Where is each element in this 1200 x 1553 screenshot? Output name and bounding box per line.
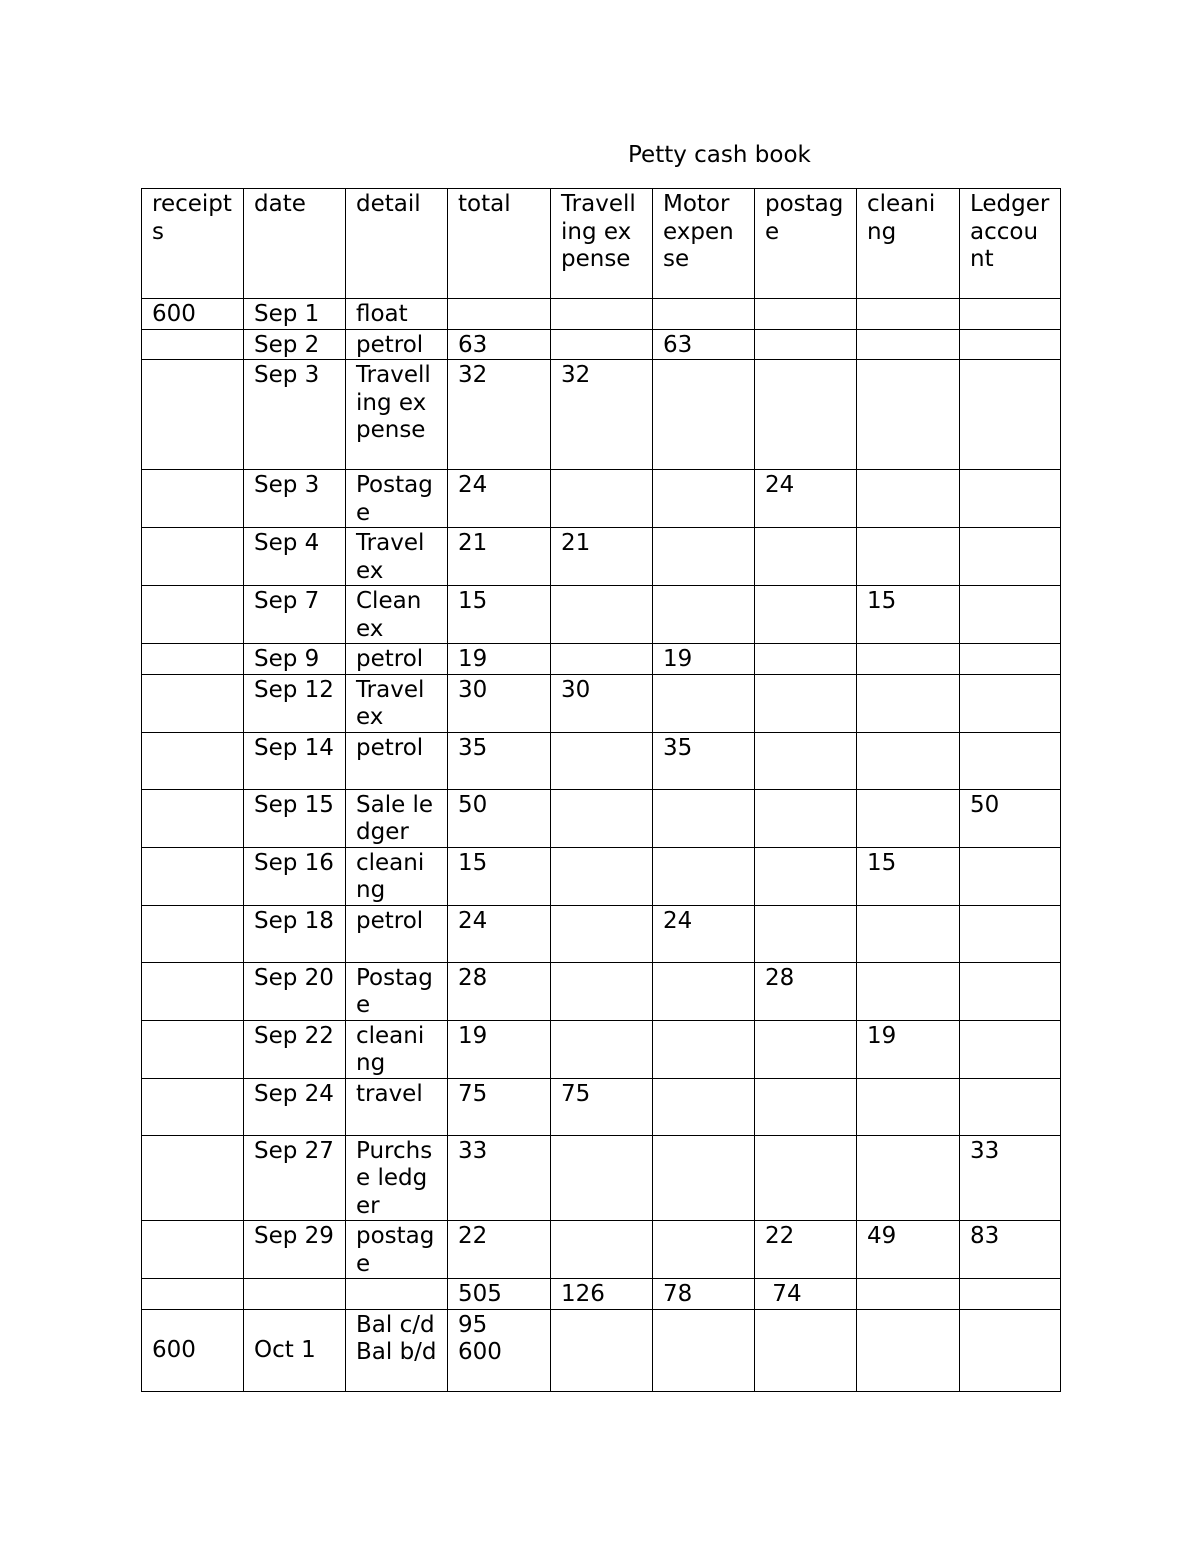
- table-cell-detail: travel: [346, 1078, 448, 1135]
- table-cell-receipts: [142, 1221, 244, 1279]
- table-cell-motor-expense: 78: [653, 1279, 755, 1310]
- table-cell-cleaning: [857, 360, 960, 470]
- table-cell-date: Sep 14: [244, 732, 346, 789]
- table-cell-motor-expense: [653, 1221, 755, 1279]
- table-cell-motor-expense: [653, 470, 755, 528]
- table-cell-ledger-account: [960, 644, 1061, 675]
- balance-row: [142, 1309, 1061, 1391]
- table-cell-detail: Purchse ledger: [346, 1135, 448, 1221]
- table-cell-cleaning: [857, 789, 960, 847]
- table-cell-motor-expense: [653, 586, 755, 644]
- table-row: [142, 1135, 1061, 1221]
- table-cell-motor-expense: [653, 962, 755, 1020]
- table-cell-total: 33: [448, 1135, 551, 1221]
- table-cell-date: Sep 12: [244, 674, 346, 732]
- table-cell-cleaning: [857, 1279, 960, 1310]
- table-cell-ledger-account: [960, 360, 1061, 470]
- table-cell-total: 95 600: [448, 1309, 551, 1391]
- table-cell-total: 15: [448, 847, 551, 905]
- table-row: [142, 905, 1061, 962]
- table-cell-postage: [755, 905, 857, 962]
- column-header: receipts: [142, 189, 244, 299]
- table-cell-postage: 74: [755, 1279, 857, 1310]
- table-cell-detail: Travel ex: [346, 528, 448, 586]
- table-cell-postage: [755, 1020, 857, 1078]
- table-cell-cleaning: [857, 905, 960, 962]
- table-cell-postage: [755, 644, 857, 675]
- table-cell-receipts: [142, 1020, 244, 1078]
- table-cell-postage: [755, 1135, 857, 1221]
- table-cell-detail: Postage: [346, 470, 448, 528]
- table-cell-receipts: [142, 360, 244, 470]
- table-cell-ledger-account: [960, 674, 1061, 732]
- table-cell-date: Sep 18: [244, 905, 346, 962]
- table-cell-total: 22: [448, 1221, 551, 1279]
- table-cell-receipts: [142, 789, 244, 847]
- table-cell-travelling-expense: [551, 1221, 653, 1279]
- table-cell-motor-expense: 24: [653, 905, 755, 962]
- table-cell-detail: petrol: [346, 644, 448, 675]
- table-cell-cleaning: [857, 644, 960, 675]
- table-cell-detail: Travel ex: [346, 674, 448, 732]
- table-cell-total: 24: [448, 470, 551, 528]
- table-row: [142, 847, 1061, 905]
- table-cell-ledger-account: [960, 962, 1061, 1020]
- table-cell-date: Sep 2: [244, 329, 346, 360]
- table-cell-cleaning: [857, 1078, 960, 1135]
- table-cell-total: 35: [448, 732, 551, 789]
- table-cell-receipts: 600: [142, 1309, 244, 1391]
- table-cell-ledger-account: [960, 1020, 1061, 1078]
- table-cell-cleaning: 15: [857, 847, 960, 905]
- table-row: [142, 528, 1061, 586]
- table-cell-travelling-expense: [551, 1020, 653, 1078]
- table-cell-motor-expense: 19: [653, 644, 755, 675]
- page-title: Petty cash book: [628, 142, 811, 168]
- table-cell-receipts: [142, 1279, 244, 1310]
- table-cell-travelling-expense: 126: [551, 1279, 653, 1310]
- table-cell-travelling-expense: [551, 586, 653, 644]
- table-cell-detail: [346, 1279, 448, 1310]
- table-cell-postage: [755, 847, 857, 905]
- table-row: [142, 1078, 1061, 1135]
- table-cell-ledger-account: [960, 1309, 1061, 1391]
- table-cell-ledger-account: 83: [960, 1221, 1061, 1279]
- table-cell-ledger-account: [960, 732, 1061, 789]
- column-header: total: [448, 189, 551, 299]
- table-row: [142, 470, 1061, 528]
- table-cell-ledger-account: [960, 528, 1061, 586]
- table-cell-motor-expense: [653, 847, 755, 905]
- table-cell-date: Sep 4: [244, 528, 346, 586]
- table-cell-postage: 24: [755, 470, 857, 528]
- table-cell-receipts: [142, 847, 244, 905]
- table-cell-total: [448, 299, 551, 330]
- table-cell-date: Sep 24: [244, 1078, 346, 1135]
- table-cell-cleaning: 19: [857, 1020, 960, 1078]
- table-cell-cleaning: [857, 299, 960, 330]
- table-cell-total: 32: [448, 360, 551, 470]
- table-cell-detail: Postage: [346, 962, 448, 1020]
- table-cell-date: Sep 27: [244, 1135, 346, 1221]
- table-cell-travelling-expense: [551, 962, 653, 1020]
- table-row: [142, 962, 1061, 1020]
- table-cell-date: Sep 1: [244, 299, 346, 330]
- table-cell-date: Oct 1: [244, 1309, 346, 1391]
- table-cell-motor-expense: 63: [653, 329, 755, 360]
- table-cell-postage: [755, 329, 857, 360]
- table-cell-motor-expense: [653, 1078, 755, 1135]
- table-cell-cleaning: [857, 1135, 960, 1221]
- table-cell-motor-expense: [653, 1020, 755, 1078]
- table-cell-motor-expense: [653, 1309, 755, 1391]
- table-cell-date: Sep 20: [244, 962, 346, 1020]
- table-cell-total: 15: [448, 586, 551, 644]
- column-header: cleaning: [857, 189, 960, 299]
- table-row: [142, 674, 1061, 732]
- table-cell-receipts: [142, 674, 244, 732]
- table-cell-receipts: [142, 905, 244, 962]
- table-cell-postage: [755, 299, 857, 330]
- table-cell-total: 19: [448, 644, 551, 675]
- table-cell-travelling-expense: 21: [551, 528, 653, 586]
- table-cell-cleaning: [857, 962, 960, 1020]
- table-cell-date: Sep 3: [244, 470, 346, 528]
- table-cell-total: 28: [448, 962, 551, 1020]
- table-cell-motor-expense: 35: [653, 732, 755, 789]
- table-cell-receipts: 600: [142, 299, 244, 330]
- table-cell-receipts: [142, 732, 244, 789]
- table-cell-cleaning: [857, 528, 960, 586]
- table-cell-ledger-account: [960, 586, 1061, 644]
- table-cell-total: 30: [448, 674, 551, 732]
- table-cell-total: 24: [448, 905, 551, 962]
- table-row: [142, 732, 1061, 789]
- table-cell-motor-expense: [653, 299, 755, 330]
- table-row: [142, 586, 1061, 644]
- table-cell-cleaning: 15: [857, 586, 960, 644]
- table-cell-travelling-expense: [551, 329, 653, 360]
- table-cell-receipts: [142, 528, 244, 586]
- table-cell-detail: Clean ex: [346, 586, 448, 644]
- table-cell-postage: [755, 586, 857, 644]
- table-cell-date: Sep 9: [244, 644, 346, 675]
- table-cell-postage: [755, 528, 857, 586]
- table-cell-travelling-expense: [551, 732, 653, 789]
- table-cell-receipts: [142, 470, 244, 528]
- table-cell-date: Sep 15: [244, 789, 346, 847]
- column-header: detail: [346, 189, 448, 299]
- table-cell-postage: 22: [755, 1221, 857, 1279]
- table-cell-travelling-expense: [551, 644, 653, 675]
- column-header: Motor expense: [653, 189, 755, 299]
- table-cell-cleaning: [857, 732, 960, 789]
- table-cell-ledger-account: [960, 905, 1061, 962]
- table-cell-motor-expense: [653, 528, 755, 586]
- table-cell-motor-expense: [653, 360, 755, 470]
- table-cell-total: 50: [448, 789, 551, 847]
- table-cell-total: 63: [448, 329, 551, 360]
- table-cell-ledger-account: [960, 299, 1061, 330]
- table-cell-postage: [755, 360, 857, 470]
- table-cell-date: [244, 1279, 346, 1310]
- column-header: date: [244, 189, 346, 299]
- table-cell-detail: petrol: [346, 329, 448, 360]
- table-cell-travelling-expense: 32: [551, 360, 653, 470]
- table-cell-ledger-account: [960, 329, 1061, 360]
- table-cell-receipts: [142, 644, 244, 675]
- table-cell-motor-expense: [653, 789, 755, 847]
- table-cell-travelling-expense: [551, 789, 653, 847]
- table-cell-ledger-account: 33: [960, 1135, 1061, 1221]
- table-cell-cleaning: [857, 329, 960, 360]
- table-row: [142, 360, 1061, 470]
- table-cell-cleaning: [857, 1309, 960, 1391]
- column-header: Travelling expense: [551, 189, 653, 299]
- table-cell-cleaning: [857, 470, 960, 528]
- table-cell-ledger-account: [960, 847, 1061, 905]
- table-cell-detail: Sale ledger: [346, 789, 448, 847]
- table-cell-detail: cleaning: [346, 847, 448, 905]
- table-cell-detail: Travelling expense: [346, 360, 448, 470]
- table-cell-travelling-expense: [551, 470, 653, 528]
- table-cell-receipts: [142, 329, 244, 360]
- table-cell-date: Sep 29: [244, 1221, 346, 1279]
- table-cell-cleaning: 49: [857, 1221, 960, 1279]
- table-cell-receipts: [142, 1135, 244, 1221]
- table-cell-postage: [755, 1078, 857, 1135]
- table-cell-travelling-expense: 30: [551, 674, 653, 732]
- table-cell-ledger-account: [960, 1279, 1061, 1310]
- column-header: postage: [755, 189, 857, 299]
- header-row: [142, 189, 1061, 299]
- table-cell-postage: [755, 1309, 857, 1391]
- table-cell-detail: petrol: [346, 905, 448, 962]
- table-cell-postage: 28: [755, 962, 857, 1020]
- table-row: [142, 644, 1061, 675]
- table-cell-travelling-expense: [551, 905, 653, 962]
- table-cell-total: 19: [448, 1020, 551, 1078]
- table-cell-travelling-expense: 75: [551, 1078, 653, 1135]
- table-cell-ledger-account: 50: [960, 789, 1061, 847]
- table-row: [142, 1020, 1061, 1078]
- table-cell-receipts: [142, 586, 244, 644]
- table-cell-motor-expense: [653, 674, 755, 732]
- table-cell-cleaning: [857, 674, 960, 732]
- table-cell-detail: postage: [346, 1221, 448, 1279]
- totals-row: [142, 1279, 1061, 1310]
- table-cell-date: Sep 22: [244, 1020, 346, 1078]
- table-cell-travelling-expense: [551, 1309, 653, 1391]
- table-cell-travelling-expense: [551, 1135, 653, 1221]
- table-cell-detail: float: [346, 299, 448, 330]
- table-cell-date: Sep 3: [244, 360, 346, 470]
- table-cell-total: 75: [448, 1078, 551, 1135]
- table-cell-travelling-expense: [551, 847, 653, 905]
- table-cell-total: 21: [448, 528, 551, 586]
- table-cell-travelling-expense: [551, 299, 653, 330]
- table-cell-detail: cleaning: [346, 1020, 448, 1078]
- table-cell-postage: [755, 732, 857, 789]
- table-cell-postage: [755, 674, 857, 732]
- table-row: [142, 299, 1061, 330]
- table-row: [142, 329, 1061, 360]
- column-header: Ledger account: [960, 189, 1061, 299]
- table-cell-receipts: [142, 1078, 244, 1135]
- table-cell-ledger-account: [960, 470, 1061, 528]
- table-cell-date: Sep 16: [244, 847, 346, 905]
- petty-cash-table: [141, 188, 1061, 1392]
- table-cell-detail: Bal c/d Bal b/d: [346, 1309, 448, 1391]
- table-cell-motor-expense: [653, 1135, 755, 1221]
- table-cell-ledger-account: [960, 1078, 1061, 1135]
- table-row: [142, 789, 1061, 847]
- table-cell-total: 505: [448, 1279, 551, 1310]
- table-cell-receipts: [142, 962, 244, 1020]
- table-cell-postage: [755, 789, 857, 847]
- table-cell-date: Sep 7: [244, 586, 346, 644]
- table-row: [142, 1221, 1061, 1279]
- table-cell-detail: petrol: [346, 732, 448, 789]
